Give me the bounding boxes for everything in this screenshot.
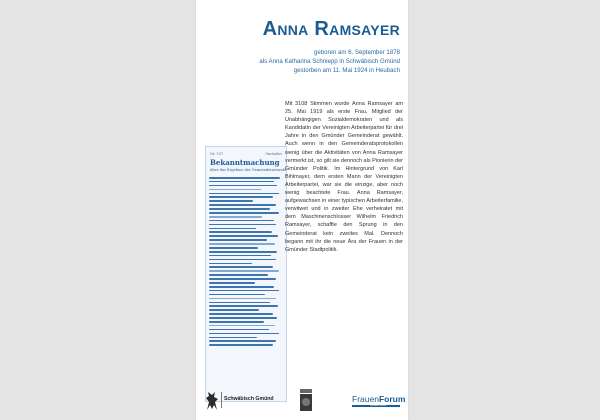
clipping-line [209, 224, 276, 226]
clipping-number: Nr. 107 [210, 152, 224, 156]
clipping-line [209, 309, 259, 311]
clipping-line [209, 270, 279, 272]
frauenforum-logo-bold: Forum [378, 394, 406, 404]
bio-block [259, 48, 400, 76]
clipping-line [209, 216, 262, 218]
frauenforum-subtitle: Schwäbisch Gmünd [370, 405, 386, 407]
clipping-line [209, 181, 274, 183]
bio-birth: geboren am 6. September 1878 [313, 49, 400, 56]
clipping-line [209, 212, 279, 214]
bio-birthname: als Anna Katharina Schniepp in Schwäbisch Gmünd [259, 58, 400, 66]
archive-emblem-icon [300, 389, 312, 411]
city-label: Schwäbisch Gmünd [224, 396, 274, 402]
clipping-line [209, 200, 253, 202]
clipping-line [209, 302, 270, 304]
clipping-line [209, 313, 273, 315]
footer-divider [221, 392, 222, 408]
clipping-line [209, 266, 273, 268]
clipping-title: Bekanntmachung [210, 158, 280, 167]
clipping-line [209, 294, 265, 296]
clipping-line [209, 325, 275, 327]
clipping-date: Gmünder [265, 152, 282, 156]
clipping-line [209, 185, 277, 187]
newspaper-clipping [205, 146, 287, 402]
clipping-line [209, 243, 275, 245]
clipping-line [209, 177, 280, 179]
clipping-line [209, 208, 270, 210]
clipping-line [209, 305, 278, 307]
clipping-line [209, 317, 277, 319]
poster-title: Anna Ramsayer [262, 18, 400, 40]
clipping-line [209, 329, 269, 331]
bio-death: gestorben am 11. Mai 1924 in Heubach [293, 67, 400, 75]
clipping-line [209, 340, 276, 342]
clipping-line [209, 274, 268, 276]
poster-panel [196, 0, 408, 420]
clipping-line [209, 193, 279, 195]
clipping-text-lines [209, 177, 283, 348]
clipping-line [209, 259, 276, 261]
clipping-line [209, 255, 271, 257]
clipping-line [209, 263, 252, 265]
clipping-line [209, 247, 258, 249]
clipping-subtitle: über das Ergebnis der Gemeinderatswahl [210, 168, 287, 172]
frauenforum-logo-light: Frauen [352, 394, 379, 404]
clipping-line [209, 337, 257, 339]
clipping-line [209, 333, 279, 335]
clipping-line [209, 239, 267, 241]
clipping-line [209, 298, 276, 300]
city-crest-icon [204, 390, 220, 412]
frauenforum-logo [352, 394, 405, 404]
clipping-line [209, 286, 274, 288]
clipping-line [209, 189, 261, 191]
clipping-line [209, 321, 264, 323]
article-text: Mit 3108 Stimmen wurde Anna Ramsayer am 25. Mai 1919 als erste Frau, Mitglied der Unabhängigen Sozialdemokraten und als Kandidatin der Vereinigten Arbeiterpartei für drei Jahre in den Gmünder Gemeinderat gewählt. Auch wenn in den Gemeinderatsprotokollen wenig über die Aktivitäten von Anna Ramsayer vermerkt ist, so gilt sie dennoch als Pionierin der Gmünder Politik. Im Hintergrund von Karl Bihlmayer, dem ersten Mann der Vereinigten Arbeiterpartei, war sie die einzige, aber noch wenig beachtete Frau. Anna Ramsayer, aufgewachsen in einer typischen Arbeiterfamilie, verwitwet und in zweiter Ehe verheiratet mit dem Maschinenschlosser Wilhelm Friedrich Ramsayer, schaffte den Sprung in den Gemeinderat kein zweites Mal. Dennoch begann mit ihr die neue Ära der Frauen in der Gmünder Stadtpolitik. [285, 101, 403, 253]
clipping-line [209, 231, 272, 233]
clipping-line [209, 235, 278, 237]
clipping-line [209, 220, 274, 222]
clipping-line [209, 282, 255, 284]
clipping-line [209, 290, 279, 292]
clipping-line [209, 251, 277, 253]
clipping-line [209, 196, 273, 198]
clipping-line [209, 344, 273, 346]
clipping-line [209, 278, 276, 280]
clipping-line [209, 204, 276, 206]
clipping-line [209, 228, 256, 230]
